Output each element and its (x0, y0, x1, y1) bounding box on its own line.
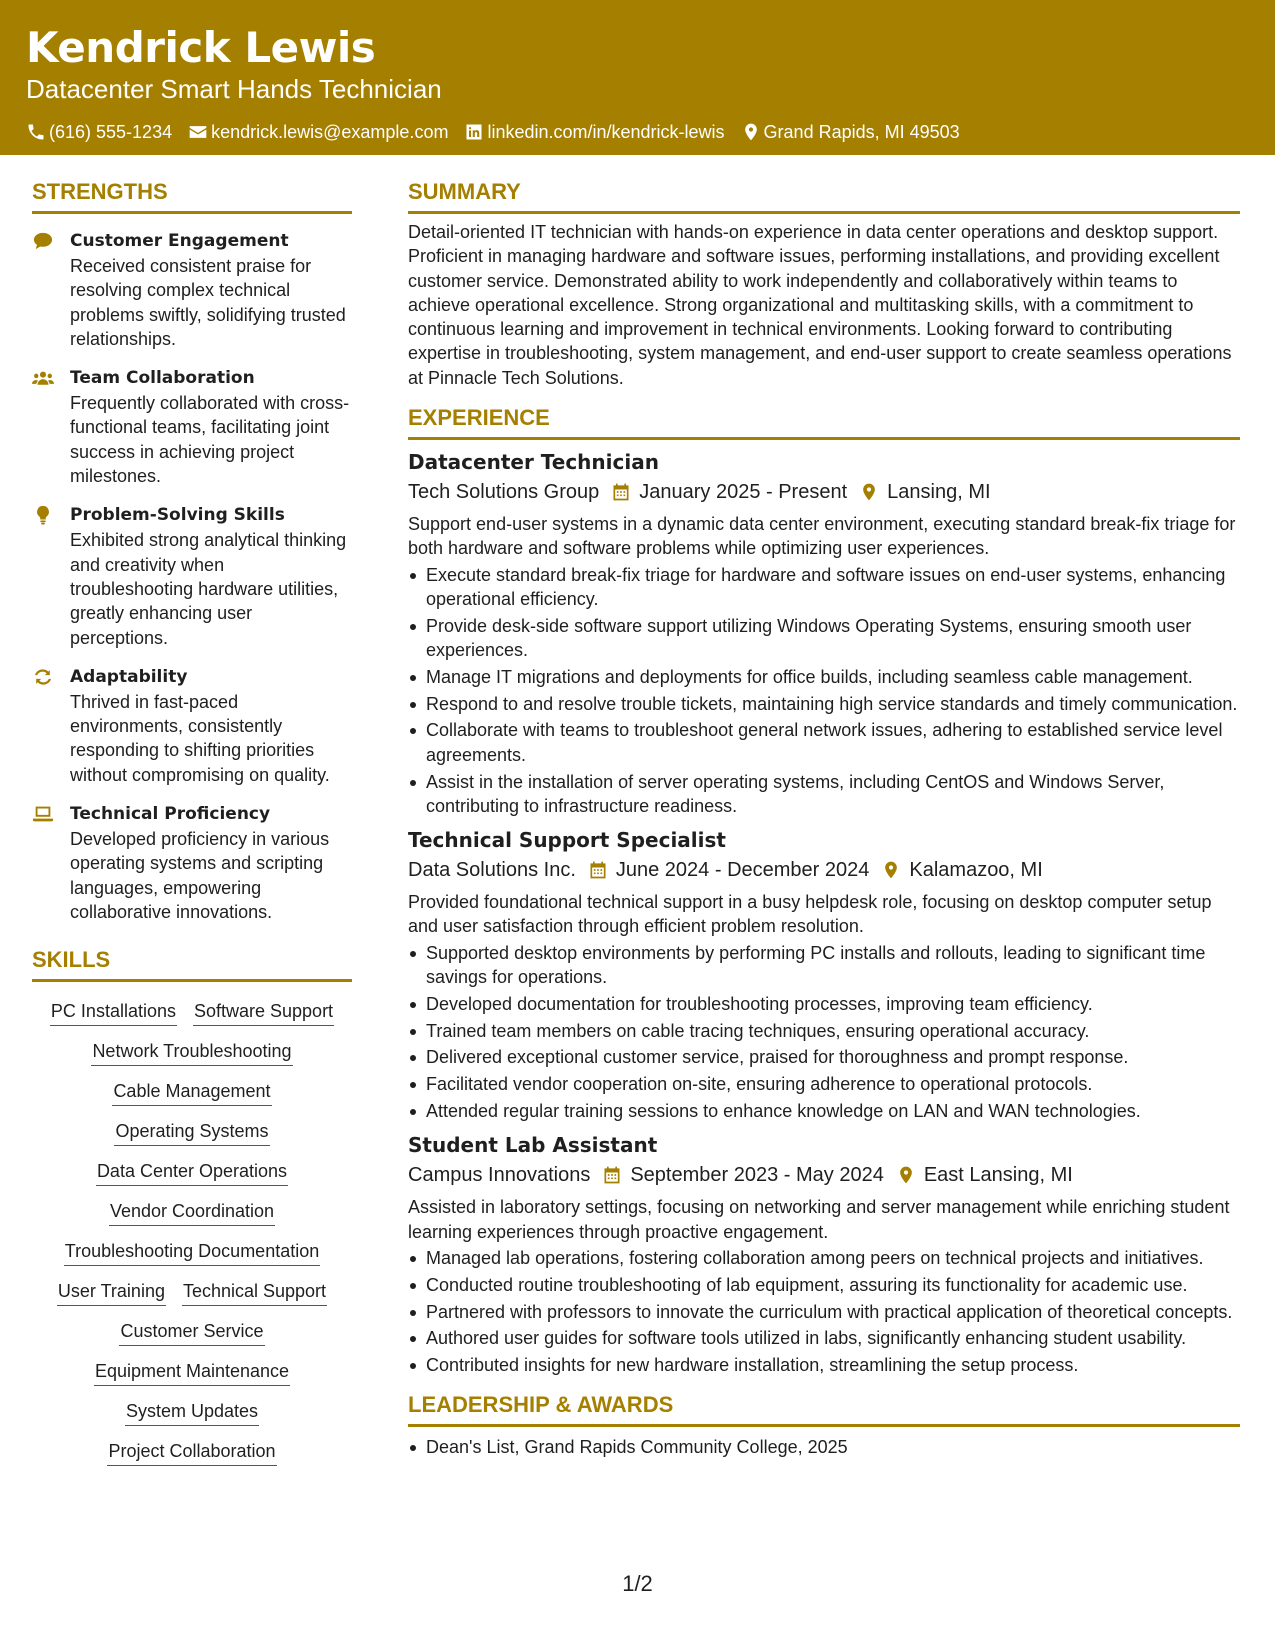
skill-tag: User Training (57, 1279, 166, 1306)
summary-heading: SUMMARY (408, 178, 1240, 214)
map-pin-icon (859, 482, 879, 502)
job-dates: January 2025 - Present (639, 481, 848, 504)
right-column (408, 178, 1240, 1462)
calendar-icon (611, 482, 631, 502)
job-meta (408, 477, 1240, 507)
strength-desc: Thrived in fast-paced environments, consistently responding to shifting priorities without compromising on quality. (70, 691, 330, 785)
skill-tag: Network Troubleshooting (91, 1039, 292, 1066)
map-pin-icon (896, 1165, 916, 1185)
skill-tag: Cable Management (112, 1079, 271, 1106)
skill-tag: Troubleshooting Documentation (64, 1239, 321, 1266)
skills-list (32, 994, 352, 1474)
skill-tag: Project Collaboration (107, 1439, 276, 1466)
job-description: Assisted in laboratory settings, focusing on networking and server management while enriching student learning experiences through proactive engagement. (408, 1197, 1230, 1242)
strength-title: Adaptability (70, 666, 188, 687)
job-bullet: Authored user guides for software tools utilized in labs, significantly enhancing student usability. (408, 1326, 1240, 1350)
laptop-icon (32, 804, 54, 824)
contact-phone (26, 120, 172, 144)
email-text[interactable]: kendrick.lewis@example.com (211, 122, 449, 142)
map-pin-icon (741, 122, 761, 142)
skill-tag: Customer Service (119, 1319, 264, 1346)
skill-tag: Vendor Coordination (109, 1199, 275, 1226)
job-meta (408, 1160, 1240, 1190)
skills-heading: SKILLS (32, 946, 352, 982)
candidate-title: Datacenter Smart Hands Technician (26, 74, 442, 104)
strength-desc: Exhibited strong analytical thinking and creativity when troubleshooting hardware utilities, greatly enhancing user perceptions. (70, 530, 347, 648)
job-location: Kalamazoo, MI (909, 859, 1043, 882)
summary-text: Detail-oriented IT technician with hands-on experience in data center operations and desktop support. Proficient in managing hardware and software issues, performing installations, and providing excellent customer service. Demonstrated ability to work independently and collaboratively within teams to achieve operational excellence. Strong organizational and multitasking skills, with a commitment to continuous learning and improvement in technical environments. Looking forward to contributing expertise in troubleshooting, system management, and end-user support to create seamless operations at Pinnacle Tech Solutions. (408, 222, 1232, 388)
job-bullet: Supported desktop environments by performing PC installs and rollouts, leading to significant time savings for operations. (408, 941, 1240, 990)
job-title: Technical Support Specialist (408, 828, 726, 853)
map-pin-icon (881, 860, 901, 880)
strength-title: Customer Engagement (70, 231, 289, 251)
strength-item (32, 365, 352, 488)
award-item: Dean's List, Grand Rapids Community College, 2025 (408, 1435, 1240, 1459)
job-bullet: Provide desk-side software support utilizing Windows Operating Systems, ensuring smooth user experiences. (408, 614, 1240, 663)
strength-title: Team Collaboration (70, 368, 255, 389)
page-number: 1/2 (622, 1571, 653, 1596)
speech-bubble-icon (32, 231, 54, 251)
users-icon (32, 368, 54, 388)
lightbulb-icon (32, 505, 54, 525)
job-description: Provided foundational technical support in a busy helpdesk role, focusing on desktop computer setup and user satisfaction through efficient problem resolution. (408, 892, 1212, 937)
strength-desc: Received consistent praise for resolving complex technical problems swiftly, solidifying trusted relationships. (70, 256, 346, 349)
job-bullet: Collaborate with teams to troubleshoot general network issues, adhering to established service level agreements. (408, 718, 1240, 767)
experience-heading: EXPERIENCE (408, 404, 1240, 440)
job-bullet: Execute standard break-fix triage for hardware and software issues on end-user systems, enhancing operational efficiency. (408, 563, 1240, 612)
refresh-icon (32, 667, 54, 687)
job-bullet: Trained team members on cable tracing techniques, ensuring operational accuracy. (408, 1019, 1240, 1043)
contact-email[interactable] (188, 120, 448, 144)
skill-tag: Technical Support (182, 1279, 327, 1306)
skill-tag: Data Center Operations (96, 1159, 288, 1186)
job-dates: June 2024 - December 2024 (615, 859, 870, 882)
job-location: East Lansing, MI (923, 1164, 1073, 1187)
contact-linkedin[interactable] (464, 120, 724, 144)
job-bullet: Developed documentation for troubleshooting processes, improving team efficiency. (408, 992, 1240, 1016)
job-bullet: Attended regular training sessions to enhance knowledge on LAN and WAN technologies. (408, 1099, 1240, 1123)
phone-text: (616) 555-1234 (49, 122, 173, 142)
contact-bar (26, 120, 1249, 144)
awards-heading: LEADERSHIP & AWARDS (408, 1391, 1240, 1427)
calendar-icon (602, 1165, 622, 1185)
strength-item (32, 502, 352, 649)
job-description: Support end-user systems in a dynamic data center environment, executing standard break-fix triage for both hardware and software problems while optimizing user experiences. (408, 514, 1236, 559)
phone-icon (26, 122, 46, 142)
awards-list (408, 1435, 1240, 1459)
skill-tag: PC Installations (50, 999, 177, 1026)
skill-tag: Software Support (193, 999, 334, 1026)
job-bullet: Managed lab operations, fostering collaboration among peers on technical projects and initiatives. (408, 1246, 1240, 1270)
strength-item (32, 801, 352, 924)
contact-location (741, 120, 960, 144)
resume-header (0, 0, 1275, 155)
job-title: Datacenter Technician (408, 450, 659, 475)
job-meta (408, 855, 1240, 885)
job-dates: September 2023 - May 2024 (630, 1164, 884, 1187)
strength-title: Technical Proficiency (70, 804, 271, 825)
candidate-name: Kendrick Lewis (26, 23, 376, 72)
strength-item (32, 664, 352, 787)
linkedin-text[interactable]: linkedin.com/in/kendrick-lewis (487, 122, 725, 142)
job-entry (408, 826, 1240, 1123)
skill-tag: System Updates (125, 1399, 259, 1426)
job-bullet: Conducted routine troubleshooting of lab equipment, assuring its functionality for academic use. (408, 1273, 1240, 1297)
left-column (32, 178, 352, 1474)
job-entry (408, 448, 1240, 818)
job-title: Student Lab Assistant (408, 1133, 658, 1158)
strength-desc: Frequently collaborated with cross-functional teams, facilitating joint success in achieving project milestones. (70, 393, 350, 487)
envelope-icon (188, 122, 208, 142)
location-text: Grand Rapids, MI 49503 (763, 122, 960, 142)
strengths-heading: STRENGTHS (32, 178, 352, 214)
job-bullet: Facilitated vendor cooperation on-site, ensuring adherence to operational protocols. (408, 1072, 1240, 1096)
job-location: Lansing, MI (887, 481, 991, 504)
job-bullet: Partnered with professors to innovate the curriculum with practical application of theoretical concepts. (408, 1300, 1240, 1324)
job-bullets (408, 1246, 1240, 1377)
job-bullet: Assist in the installation of server operating systems, including CentOS and Windows Server, contributing to infrastructure readiness. (408, 770, 1240, 819)
job-bullets (408, 563, 1240, 818)
job-bullet: Contributed insights for new hardware installation, streamlining the setup process. (408, 1353, 1240, 1377)
job-bullet: Manage IT migrations and deployments for office builds, including seamless cable management. (408, 665, 1240, 689)
calendar-icon (588, 860, 608, 880)
skill-tag: Operating Systems (114, 1119, 269, 1146)
skill-tag: Equipment Maintenance (94, 1359, 290, 1386)
job-bullets (408, 941, 1240, 1124)
job-bullet: Respond to and resolve trouble tickets, maintaining high service standards and timely communication. (408, 692, 1240, 716)
strength-desc: Developed proficiency in various operating systems and scripting languages, empowering collaborative innovations. (70, 829, 330, 922)
job-entry (408, 1131, 1240, 1377)
job-company: Campus Innovations (408, 1164, 591, 1187)
job-company: Data Solutions Inc. (408, 859, 576, 882)
job-company: Tech Solutions Group (408, 481, 600, 504)
linkedin-icon (464, 122, 484, 142)
strength-title: Problem-Solving Skills (70, 505, 285, 526)
job-bullet: Delivered exceptional customer service, praised for thoroughness and prompt response. (408, 1045, 1240, 1069)
strength-item (32, 228, 352, 351)
